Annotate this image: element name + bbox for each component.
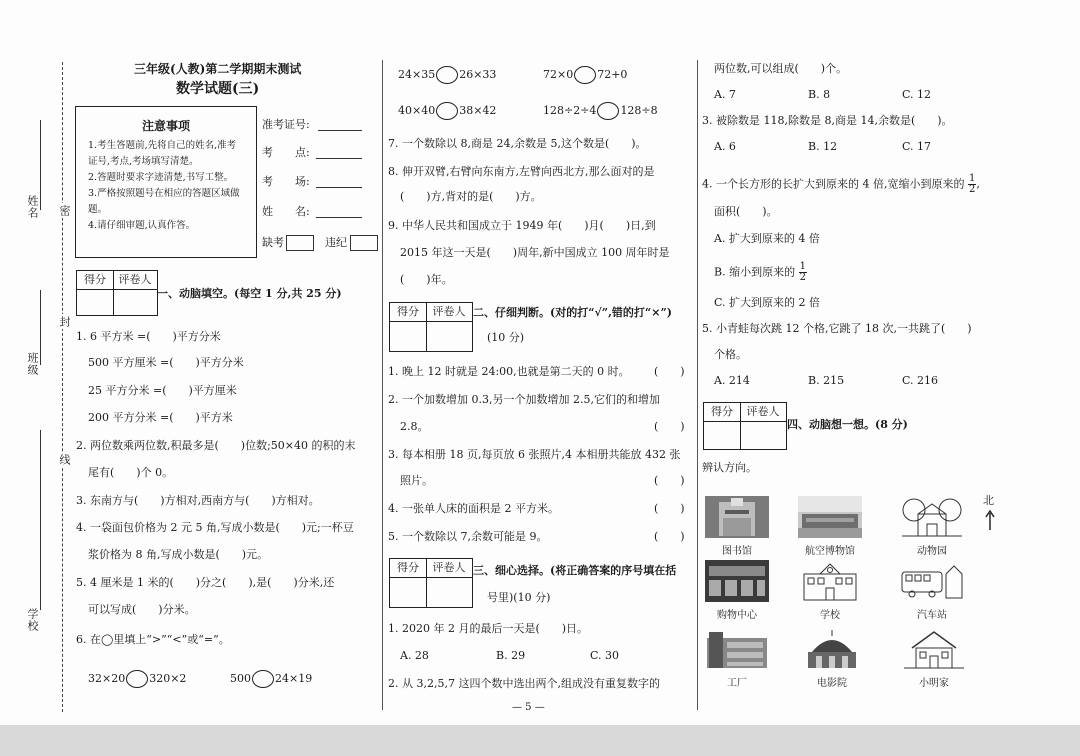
judge-item: 2. 一个加数增加 0.3,另一个加数增加 2.5,它们的和增加 (388, 393, 660, 406)
violation-box[interactable] (350, 235, 378, 251)
compare-item: 40×40 38×42 (398, 102, 496, 120)
choice-question: 2. 从 3,2,5,7 这四个数中选出两个,组成没有重复数字的 (388, 677, 660, 690)
choice-option[interactable]: C. 扩大到原来的 2 倍 (714, 296, 821, 309)
place-label: 汽车站 (917, 610, 947, 621)
score-header: 得分 (77, 271, 113, 290)
compare-circle[interactable] (436, 66, 458, 84)
q1-line: 25 平方分米 =( )平方厘米 (88, 384, 237, 397)
q7-line: 7. 一个数除以 8,商是 24,余数是 5,这个数是( )。 (388, 137, 647, 150)
room-label: 考 场: (262, 175, 310, 188)
choice-question: 3. 被除数是 118,除数是 8,商是 14,余数是( )。 (702, 114, 953, 127)
judge-answer[interactable]: ( ) (654, 420, 685, 433)
judge-item: 3. 每本相册 18 页,每页放 6 张照片,4 本相册共能放 432 张 (388, 448, 681, 461)
name-field[interactable] (316, 217, 362, 218)
judge-answer[interactable]: ( ) (654, 474, 685, 487)
choice-option[interactable]: B. 12 (808, 140, 838, 153)
notice-title: 注意事项 (141, 119, 190, 133)
compare-item: 32×20 320×2 (88, 670, 186, 688)
compare-item: 72×0 72+0 (543, 66, 627, 84)
room-field[interactable] (316, 187, 362, 188)
place-xiaoming-home (899, 628, 969, 689)
factory-icon (705, 628, 769, 670)
place-shopping-center (702, 560, 772, 621)
school-label: 学校 (26, 608, 39, 632)
choice-question: 4. 一个长方形的长扩大到原来的 4 倍,宽缩小到原来的 $\frac{1}{2}$ , (702, 173, 980, 195)
name-field-label: 姓 名: (262, 205, 310, 218)
choice-option[interactable]: B. 215 (808, 374, 845, 387)
choice-option[interactable]: C. 12 (902, 88, 932, 101)
judge-answer[interactable]: ( ) (654, 530, 685, 543)
section4-title: 四、动脑想一想。(8 分) (787, 418, 908, 431)
school-icon (798, 560, 862, 602)
section1-title: 一、动脑填空。(每空 1 分,共 25 分) (157, 287, 342, 300)
grader-header: 评卷人 (740, 403, 786, 422)
q9-line: 2015 年这一天是( )周年,新中国成立 100 周年时是 (400, 246, 670, 259)
judge-item: 5. 一个数除以 7,余数可能是 9。 (388, 530, 548, 543)
place-label: 图书馆 (722, 546, 752, 557)
judge-answer[interactable]: ( ) (654, 502, 685, 515)
compare-item: 500 24×19 (230, 670, 312, 688)
choice-option[interactable]: A. 214 (714, 374, 750, 387)
bottom-strip (0, 725, 1080, 756)
judge-item: 照片。 (400, 474, 433, 487)
place-label: 购物中心 (717, 610, 757, 621)
place-factory (702, 628, 772, 689)
judge-item: 4. 一张单人床的面积是 2 平方米。 (388, 502, 559, 515)
score-box-4 (703, 402, 787, 450)
choice-option[interactable]: B. 8 (808, 88, 831, 101)
grader-header: 评卷人 (426, 559, 472, 578)
class-line (40, 290, 41, 365)
ticket-no-label: 准考证号: (262, 118, 310, 131)
q3-line: 3. 东南方与( )方相对,西南方与( )方相对。 (76, 494, 320, 507)
absent-label: 缺考 (262, 236, 284, 249)
notice-item: 1.考生答题前,先将自己的姓名,准考证号,考点,考场填写清楚。 (88, 140, 237, 167)
house-icon (902, 628, 966, 670)
choice-question: 1. 2020 年 2 月的最后一天是( )日。 (388, 622, 589, 635)
compare-circle[interactable] (574, 66, 596, 84)
choice-option[interactable]: A. 28 (400, 649, 429, 662)
score-box-1 (76, 270, 158, 316)
fraction: $\frac{1}{2}$ (799, 261, 806, 283)
compare-circle[interactable] (126, 670, 148, 688)
q2-line: 2. 两位数乘两位数,积最多是( )位数;50×40 的积的末 (76, 439, 356, 452)
site-field[interactable] (316, 158, 362, 159)
choice-option[interactable]: C. 17 (902, 140, 932, 153)
notice-item: 3.严格按照题号在相应的答题区域做题。 (88, 188, 240, 215)
choice-option[interactable]: B. 缩小到原来的 $\frac{1}{2}$ (714, 261, 806, 283)
choice-option[interactable]: A. 6 (714, 140, 736, 153)
grader-header: 评卷人 (113, 271, 157, 290)
notice-box (75, 106, 257, 258)
place-aviation-museum (795, 496, 865, 557)
place-label: 航空博物馆 (805, 546, 855, 557)
notice-item: 2.答题时要求字迹清楚,书写工整。 (88, 172, 234, 183)
choice-option[interactable]: A. 扩大到原来的 4 倍 (714, 232, 820, 245)
section3-title-cont: 号里)(10 分) (487, 591, 551, 604)
q9-line: 9. 中华人民共和国成立于 1949 年( )月( )日,到 (388, 219, 656, 232)
compare-circle[interactable] (436, 102, 458, 120)
class-label: 班级 (26, 352, 39, 376)
ticket-no-field[interactable] (318, 130, 362, 131)
name-line (40, 120, 41, 210)
q2-line: 尾有( )个 0。 (88, 466, 174, 479)
place-label: 小明家 (919, 678, 949, 689)
name-label: 姓名 (26, 195, 39, 219)
zoo-icon (900, 496, 964, 538)
q1-line: 500 平方厘米 =( )平方分米 (88, 356, 244, 369)
place-bus-station (897, 560, 967, 621)
q4-line: 浆价格为 8 角,写成小数是( )元。 (88, 548, 269, 561)
place-label: 动物园 (917, 546, 947, 557)
q5-line: 5. 4 厘米是 1 米的( )分之( ),是( )分米,还 (76, 576, 335, 589)
q9-line: ( )年。 (400, 273, 453, 286)
score-header: 得分 (390, 303, 426, 322)
score-box-2 (389, 302, 473, 352)
bus-station-icon (900, 560, 964, 602)
place-library (702, 496, 772, 557)
q8-line: ( )方,背对的是( )方。 (400, 190, 542, 203)
choice-question: 5. 小青蛙每次跳 12 个格,它跳了 18 次,一共跳了( ) (702, 322, 972, 335)
school-line (40, 430, 41, 610)
score-header: 得分 (390, 559, 426, 578)
column-divider (382, 60, 383, 710)
compare-item: 128÷2÷4 128÷8 (543, 102, 658, 120)
museum-icon (798, 496, 862, 538)
absent-box[interactable] (286, 235, 314, 251)
compare-circle[interactable] (252, 670, 274, 688)
q4-line: 4. 一袋面包价格为 2 元 5 角,写成小数是( )元;一杯豆 (76, 521, 354, 534)
q6-line: 6. 在◯里填上“>”“<”或“=”。 (76, 633, 230, 646)
library-icon (705, 496, 769, 538)
place-school (795, 560, 865, 621)
compare-item: 24×35 26×33 (398, 66, 496, 84)
direction-label: 辨认方向。 (702, 461, 757, 474)
notice-item: 4.请仔细审题,认真作答。 (88, 220, 196, 231)
choice-option[interactable]: B. 29 (496, 649, 526, 662)
seal-char: 封 (58, 316, 71, 327)
seal-char: 密 (58, 205, 71, 216)
q8-line: 8. 伸开双臂,右臂向东南方,左臂向西北方,那么面对的是 (388, 165, 655, 178)
exam-subtitle: 数学试题(三) (176, 81, 260, 97)
section3-title: 三、细心选择。(将正确答案的序号填在括 (473, 564, 677, 577)
choice-option[interactable]: C. 30 (590, 649, 620, 662)
judge-item: 1. 晚上 12 时就是 24:00,也就是第二天的 0 时。 (388, 365, 630, 378)
fraction: $\frac{1}{2}$ (968, 173, 976, 195)
cinema-icon (800, 628, 864, 670)
q1-line: 1. 6 平方米 =( )平方分米 (76, 330, 221, 343)
shopping-center-icon (705, 560, 769, 602)
seal-char: 线 (58, 454, 71, 465)
place-label: 电影院 (817, 678, 847, 689)
compare-circle[interactable] (597, 102, 619, 120)
seal-dash-line (62, 62, 63, 712)
q5-line: 可以写成( )分米。 (88, 603, 196, 616)
judge-answer[interactable]: ( ) (654, 365, 685, 378)
grader-header: 评卷人 (426, 303, 472, 322)
place-cinema (797, 628, 867, 689)
score-box-3 (389, 558, 473, 608)
page-number: — 5 — (512, 702, 545, 713)
q1-line: 200 平方分米 =( )平方米 (88, 411, 233, 424)
north-label: 北 (983, 494, 994, 507)
score-header: 得分 (704, 403, 740, 422)
site-label: 考 点: (262, 146, 310, 159)
choice-question: 个格。 (714, 348, 747, 361)
choice-question: 两位数,可以组成( )个。 (714, 62, 848, 75)
judge-item: 2.8。 (400, 420, 429, 433)
section2-title: 二、仔细判断。(对的打“√”,错的打“×”) (473, 306, 672, 319)
choice-question: 面积( )。 (714, 205, 778, 218)
place-label: 工厂 (727, 678, 747, 689)
column-divider (697, 60, 698, 710)
north-arrow-icon (984, 510, 996, 530)
exam-title: 三年级(人教)第二学期期末测试 (134, 62, 302, 76)
choice-option[interactable]: C. 216 (902, 374, 939, 387)
place-label: 学校 (820, 610, 840, 621)
choice-option[interactable]: A. 7 (714, 88, 736, 101)
section2-score: (10 分) (487, 331, 525, 344)
violation-label: 违纪 (325, 236, 347, 249)
place-zoo (897, 496, 967, 557)
binding-margin (0, 40, 64, 710)
